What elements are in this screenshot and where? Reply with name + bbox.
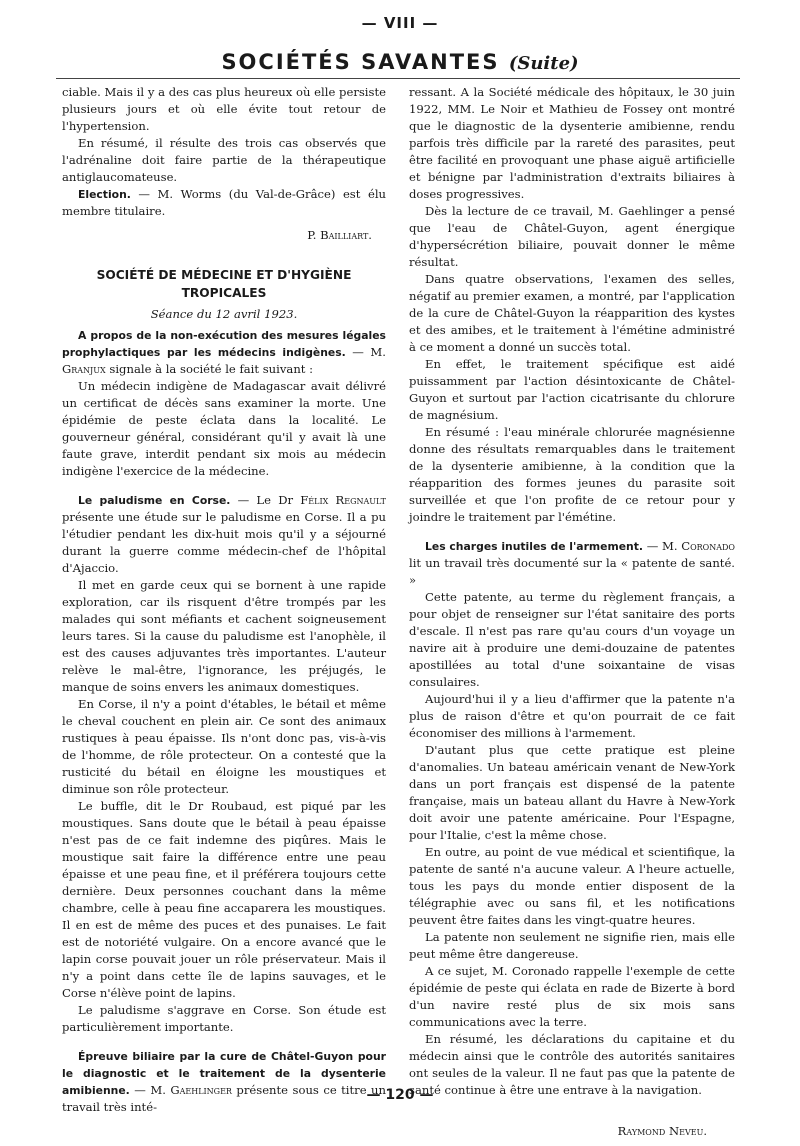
- section-title: [62, 266, 386, 302]
- election-text: — M. Worms (du Val-de-Grâce) est élu membre titulaire.: [62, 187, 386, 218]
- session-date: Séance du 12 avril 1923.: [150, 307, 298, 321]
- author-name: Félix Regnault: [300, 493, 387, 507]
- article-intro: [62, 492, 386, 577]
- page-number: — 120 —: [366, 1087, 434, 1103]
- article-text: présente sous ce titre un travail très inté-: [62, 1083, 386, 1114]
- paragraph: Dans quatre observations, l'examen des selles, négatif au premier examen, a montré, par l'application de la cure de Châtel-Guyon la réapparition des kystes et des amibes, et le traitement à l'émétine administré à ce moment a donné un succès total.: [409, 272, 735, 354]
- election-label: Election.: [78, 188, 131, 201]
- article-heading: A propos de la non-exécution des mesures légales prophylactiques par les médecins indigènes.: [62, 329, 386, 359]
- paragraph: En outre, au point de vue médical et scientifique, la patente de santé n'a aucune valeur. A l'heure actuelle, tous les pays du monde entier disposent de la télégraphie avec ou sans fil, et les notifications peuvent être faites dans les vingt-quatre heures.: [409, 845, 735, 927]
- author-name: Granjux: [62, 362, 106, 376]
- left-column: [62, 84, 386, 1116]
- paragraph: D'autant plus que cette pratique est pleine d'anomalies. Un bateau américain venant de New-York dans un port français est dispensé de la patente française, mais un bateau allant du Havre à New-York doit avoir une patente américaine. Pour l'Espagne, pour l'Italie, c'est la même chose.: [409, 743, 735, 842]
- paragraph: Dès la lecture de ce travail, M. Gaehlinger a pensé que l'eau de Châtel-Guyon, agent énergique d'hypersécrétion biliaire, pouvait donner le même résultat.: [409, 204, 735, 269]
- paragraph: Le paludisme s'aggrave en Corse. Son étude est particulièrement importante.: [62, 1003, 386, 1034]
- paragraph: A ce sujet, M. Coronado rappelle l'exemple de cette épidémie de peste qui éclata en rade de Bizerte à bord d'un navire resté plus de six mois sans communications avec la terre.: [409, 964, 735, 1029]
- author-name: Gaehlinger: [170, 1083, 232, 1097]
- paragraph: Il met en garde ceux qui se bornent à une rapide exploration, car ils risquent d'être trompés par les malades qui sont méfiants et cachent soigneusement leurs tares. Si la cause du paludisme est l'anophèle, il est des causes adjuvantes très importantes. L'auteur relève le mal-être, l'ignorance, les préjugés, le manque de soins envers les animaux domestiques.: [62, 578, 386, 694]
- paragraph: En résumé, les déclarations du capitaine et du médecin ainsi que le contrôle des autorités sanitaires ont seules de la valeur. Il ne faut pas que la patente de santé continue à être une entrave à la navigation.: [409, 1032, 735, 1097]
- signature: P. Bailliart.: [307, 228, 372, 242]
- election-paragraph: [62, 186, 386, 220]
- paragraph: ciable. Mais il y a des cas plus heureux où elle persiste plusieurs jours et où elle évite tout retour de l'hypertension.: [62, 85, 386, 133]
- header-suite: (Suite): [508, 53, 579, 74]
- paragraph: En résumé, il résulte des trois cas observés que l'adrénaline doit faire partie de la thérapeutique antiglaucomateuse.: [62, 136, 386, 184]
- paragraph: Le buffle, dit le Dr Roubaud, est piqué par les moustiques. Sans doute que le bétail à peau épaisse n'est pas de ce fait indemne des piqûres. Mais le moustique sait faire la différence entre une peau épaisse et une peau fine, et il préférera toujours cette dernière. Deux personnes couchant dans la même chambre, celle à peau fine accaparera les moustiques. Il en est de même des puces et des punaises. Le fait est de notoriété vulgaire. On a encore avancé que le lapin corse pouvait jouer un rôle préservateur. Mais il n'y a point dans cette île de lapins sauvages, et le Corse n'élève point de lapins.: [62, 799, 386, 1000]
- page-number-roman: — VIII —: [361, 14, 439, 32]
- paragraph: La patente non seulement ne signifie rien, mais elle peut même être dangereuse.: [409, 930, 735, 961]
- author-name: Coronado: [681, 539, 735, 553]
- paragraph: Un médecin indigène de Madagascar avait délivré un certificat de décès sans examiner la morte. Une épidémie de peste éclata dans la localité. Le gouverneur général, considérant qu'il y avait là une faute grave, interdit pendant six mois au médecin indigène l'exercice de la médecine.: [62, 379, 386, 478]
- article-heading: Le paludisme en Corse.: [78, 494, 231, 507]
- section-title-line: SOCIÉTÉ DE MÉDECINE ET D'HYGIÈNE: [96, 268, 352, 282]
- article-intro: [62, 327, 386, 378]
- article-dash: — M.: [345, 345, 386, 359]
- article-intro: [62, 1048, 386, 1116]
- article-heading: Épreuve biliaire par la cure de Châtel-Guyon pour le diagnostic et le traitement de la dysenterie amibienne.: [62, 1050, 386, 1097]
- article-intro: [409, 538, 735, 589]
- article-text: signale à la société le fait suivant :: [105, 362, 314, 376]
- article-dash: — M.: [643, 539, 682, 553]
- right-column: [409, 84, 735, 1140]
- paragraph: ressant. A la Société médicale des hôpitaux, le 30 juin 1922, MM. Le Noir et Mathieu de Fossey ont montré que le diagnostic de la dysenterie amibienne, rendu parfois très difficile par la rareté des parasites, peut être facilité en provoquant une phase aiguë artificielle et bénigne par l'administration d'extraits biliaires à doses progressives.: [409, 85, 735, 201]
- article-heading: Les charges inutiles de l'armement.: [425, 540, 643, 553]
- header-title: SOCIÉTÉS SAVANTES: [221, 50, 500, 74]
- header-rule: [56, 78, 740, 79]
- paragraph: En Corse, il n'y a point d'étables, le bétail et même le cheval couchent en plein air. Ce sont des animaux rustiques à peau épaisse. Ils n'ont donc pas, vis-à-vis de l'homme, de rôle protecteur. On a contesté que la rusticité du bétail en éloigne les moustiques et diminue son rôle protecteur.: [62, 697, 386, 796]
- article-dash: — Le Dr: [230, 493, 301, 507]
- paragraph: Aujourd'hui il y a lieu d'affirmer que la patente n'a plus de raison d'être et qu'on pourrait de ce fait économiser des millions à l'armement.: [409, 692, 735, 740]
- page-header: [0, 50, 800, 74]
- article-text: présente une étude sur le paludisme en Corse. Il a pu l'étudier pendant les dix-huit mois qu'il y a séjourné durant la guerre comme médecin-chef de l'hôpital d'Ajaccio.: [62, 510, 386, 575]
- signature: Raymond Neveu.: [617, 1124, 707, 1138]
- paragraph: En effet, le traitement spécifique est aidé puissamment par l'action désintoxicante de Châtel-Guyon et surtout par l'action cicatrisante du chlorure de magnésium.: [409, 357, 735, 422]
- paragraph: En résumé : l'eau minérale chlorurée magnésienne donne des résultats remarquables dans le traitement de la dysenterie amibienne, à la condition que la réapparition des formes jeunes du parasite soit surveillée et que l'on profite de ce retour pour y joindre le traitement par l'émétine.: [409, 425, 735, 524]
- article-text: lit un travail très documenté sur la « patente de santé. »: [409, 556, 735, 587]
- section-title-line: TROPICALES: [181, 286, 267, 300]
- article-dash: — M.: [129, 1083, 171, 1097]
- paragraph: Cette patente, au terme du règlement français, a pour objet de renseigner sur l'état sanitaire des ports d'escale. Il n'est pas rare qu'au cours d'un voyage un navire ait à produire une demi-douzaine de patentes apostillées au total d'une soixantaine de visas consulaires.: [409, 590, 735, 689]
